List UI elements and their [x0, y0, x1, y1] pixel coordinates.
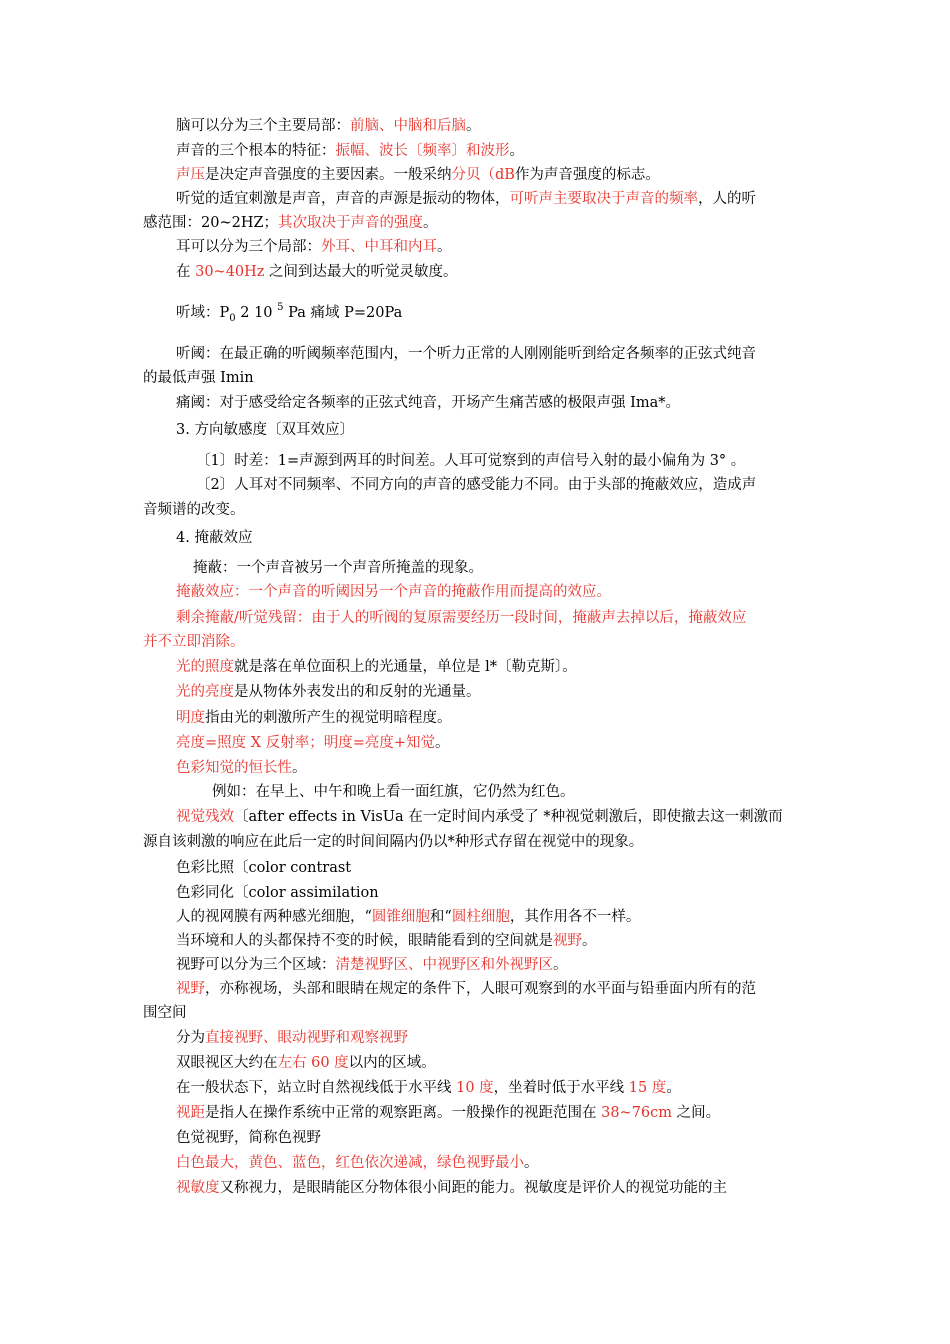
text-segment: 就是落在单位面积上的光通量，单位是 l*〔勒克斯〕。 [234, 659, 577, 675]
text-line [176, 420, 354, 440]
text-segment: ，坐着时低于水平线 [493, 1080, 629, 1096]
highlighted-text: 剩余掩蔽/听觉残留：由于人的听阀的复原需要经历一段时间，掩蔽声去掉以后，掩蔽效应 [176, 610, 747, 626]
text-line [143, 632, 245, 652]
text-segment: 和“ [429, 909, 452, 925]
text-line [176, 262, 458, 282]
highlighted-text: 38~76cm [601, 1105, 673, 1121]
text-segment: 痛阈：对于感受给定各频率的正弦式纯音，开场产生痛苦感的极限声强 Ima*。 [176, 395, 680, 411]
text-segment: 0 [229, 313, 236, 324]
text-segment: 听觉的适宜刺激是声音，声音的声源是振动的物体， [176, 191, 510, 207]
text-line [196, 475, 756, 495]
text-line [143, 832, 643, 852]
highlighted-text: 10 度 [456, 1080, 494, 1096]
highlighted-text: 前脑、中脑和后脑 [350, 118, 466, 134]
highlighted-text: 圆锥细胞 [371, 909, 430, 925]
highlighted-text: 视野 [553, 933, 582, 949]
text-segment: 。 [524, 1155, 539, 1171]
text-segment: 。 [509, 143, 524, 159]
highlighted-text: 振幅、波长〔频率〕和波形 [335, 143, 510, 159]
highlighted-text: 可听声主要取决于声音的频率 [509, 191, 698, 207]
text-segment: 分为 [176, 1030, 205, 1046]
highlighted-text: 30~40Hz [195, 264, 265, 280]
highlighted-text: 视敏度 [176, 1180, 220, 1196]
text-segment: 是指人在操作系统中正常的观察距离。一般操作的视距范围在 [205, 1105, 602, 1121]
text-line [176, 931, 597, 951]
text-segment: 的最低声强 Imin [143, 370, 254, 386]
text-segment: 听阈：在最正确的听阈频率范围内，一个听力正常的人刚刚能听到给定各频率的正弦式纯音 [176, 346, 756, 362]
text-line [143, 368, 254, 388]
text-line [176, 237, 452, 257]
highlighted-text: 光的照度 [176, 659, 234, 675]
text-segment: 。 [423, 215, 438, 231]
text-line [176, 955, 568, 975]
text-line [176, 1078, 681, 1098]
text-line [176, 979, 756, 999]
text-segment: 之间到达最大的听觉灵敏度。 [264, 264, 458, 280]
highlighted-text: 直接视野、眼动视野和观察视野 [205, 1030, 408, 1046]
highlighted-text: 其次取决于声音的强度 [278, 215, 424, 231]
highlighted-text: 15 度 [628, 1080, 667, 1096]
text-segment: 声音的三个根本的特征： [176, 143, 336, 159]
text-line [176, 708, 452, 728]
text-segment: 〔2〕人耳对不同频率、不同方向的声音的感受能力不同。由于头部的掩蔽效应，造成声 [196, 477, 757, 493]
text-segment: 围空间 [143, 1005, 187, 1021]
text-segment: 色觉视野，简称色视野 [176, 1130, 321, 1146]
text-line [143, 1003, 187, 1023]
text-line [143, 213, 438, 233]
text-segment: 色彩比照〔color contrast [176, 860, 352, 876]
text-line [176, 907, 640, 927]
text-segment: 3. 方向敏感度〔双耳效应〕 [176, 422, 354, 438]
text-line [176, 608, 746, 628]
text-segment: 是决定声音强度的主要因素。一般采纳 [205, 167, 452, 183]
text-segment: 在一般状态下，站立时自然视线低于水平线 [176, 1080, 457, 1096]
text-segment: 掩蔽：一个声音被另一个声音所掩盖的现象。 [193, 560, 483, 576]
highlighted-text: 亮度=照度 X 反射率；明度=亮度+知觉 [176, 735, 435, 751]
text-line [196, 451, 745, 471]
text-line [193, 558, 483, 578]
text-segment: 源自该刺激的响应在此后一定的时间间隔内仍以*种形式存留在视觉中的现象。 [143, 834, 644, 850]
text-line [176, 165, 660, 185]
text-segment: 视野可以分为三个区域： [176, 957, 336, 973]
text-segment: 当环境和人的头都保持不变的时候，眼睛能看到的空间就是 [176, 933, 553, 949]
text-segment: 听域：P [176, 305, 230, 321]
text-line [176, 1153, 539, 1173]
text-segment: 色彩同化〔color assimilation [176, 885, 379, 901]
text-segment: 之间。 [672, 1105, 721, 1121]
text-line [176, 657, 577, 677]
text-segment: 指由光的刺激所产生的视觉明暗程度。 [205, 710, 452, 726]
text-segment: ，亦称视场，头部和眼睛在规定的条件下，人眼可观察到的水平面与铅垂面内所有的范 [205, 981, 756, 997]
text-line [212, 782, 575, 802]
text-line [176, 116, 481, 136]
highlighted-text: 清楚视野区、中视野区和外视野区 [335, 957, 553, 973]
text-line [176, 1053, 436, 1073]
text-line [176, 1128, 321, 1148]
text-segment: 4. 掩蔽效应 [176, 530, 253, 546]
text-segment: ，人的听 [698, 191, 756, 207]
text-segment: 例如：在早上、中午和晚上看一面红旗，它仍然为红色。 [212, 784, 575, 800]
highlighted-text: 并不立即消除。 [143, 634, 245, 650]
text-line [176, 733, 450, 753]
highlighted-text: 视觉残效 [176, 809, 234, 825]
text-line [176, 807, 783, 827]
text-line [176, 344, 756, 364]
highlighted-text: 视野 [176, 981, 205, 997]
text-segment: 。 [666, 1080, 681, 1096]
text-line [176, 528, 252, 548]
highlighted-text: 圆柱细胞 [451, 909, 510, 925]
text-line [176, 303, 402, 325]
text-segment: 。 [437, 239, 452, 255]
text-line [176, 189, 756, 209]
text-line [176, 1178, 727, 1198]
text-line [176, 1028, 408, 1048]
text-segment: 人的视网膜有两种感光细胞，“ [176, 909, 372, 925]
highlighted-text: 白色最大，黄色、蓝色，红色依次递减，绿色视野最小 [176, 1155, 524, 1171]
text-segment: 是从物体外表发出的和反射的光通量。 [234, 684, 481, 700]
text-segment: 。 [435, 735, 450, 751]
highlighted-text: 分贝（dB [451, 167, 515, 183]
highlighted-text: 视距 [176, 1105, 205, 1121]
text-line [176, 682, 481, 702]
highlighted-text: 外耳、中耳和内耳 [321, 239, 437, 255]
text-line [176, 758, 307, 778]
text-segment: Pa 痛域 P=20Pa [283, 305, 403, 321]
highlighted-text: 色彩知觉的恒长性 [176, 760, 292, 776]
text-segment: 〔1〕时差：1=声源到两耳的时间差。人耳可觉察到的声信号入射的最小偏角为 3° 。 [196, 453, 746, 469]
text-segment: 作为声音强度的标志。 [514, 167, 660, 183]
text-line [176, 858, 351, 878]
text-segment: 感范围：20~2HZ； [143, 215, 279, 231]
text-line [143, 500, 245, 520]
highlighted-text: 声压 [176, 167, 205, 183]
text-segment: 双眼视区大约在 [176, 1055, 278, 1071]
text-segment: 。 [292, 760, 307, 776]
text-line [176, 883, 379, 903]
text-segment: 以内的区域。 [348, 1055, 436, 1071]
text-segment: 。 [466, 118, 481, 134]
text-segment: 。 [553, 957, 568, 973]
text-line [176, 582, 611, 602]
text-segment: 2 10 [235, 305, 278, 321]
highlighted-text: 明度 [176, 710, 205, 726]
text-line [176, 141, 524, 161]
text-segment: 。 [582, 933, 597, 949]
text-segment: 在 [176, 264, 196, 280]
highlighted-text: 掩蔽效应：一个声音的听阈因另一个声音的掩蔽作用而提高的效应。 [176, 584, 611, 600]
highlighted-text: 光的亮度 [176, 684, 234, 700]
text-segment: 耳可以分为三个局部： [176, 239, 321, 255]
text-segment: 音频谱的改变。 [143, 502, 245, 518]
text-segment: ，其作用各不一样。 [509, 909, 641, 925]
text-segment: 5 [277, 302, 284, 313]
text-segment: 又称视力，是眼睛能区分物体很小间距的能力。视敏度是评价人的视觉功能的主 [219, 1180, 727, 1196]
text-line [176, 393, 680, 413]
text-segment: 〔after effects in VisUa 在一定时间内承受了 *种视觉刺激后，即使撤去这一刺激而 [234, 809, 783, 825]
highlighted-text: 左右 60 度 [277, 1055, 349, 1071]
text-segment: 脑可以分为三个主要局部： [176, 118, 350, 134]
text-line [176, 1103, 720, 1123]
